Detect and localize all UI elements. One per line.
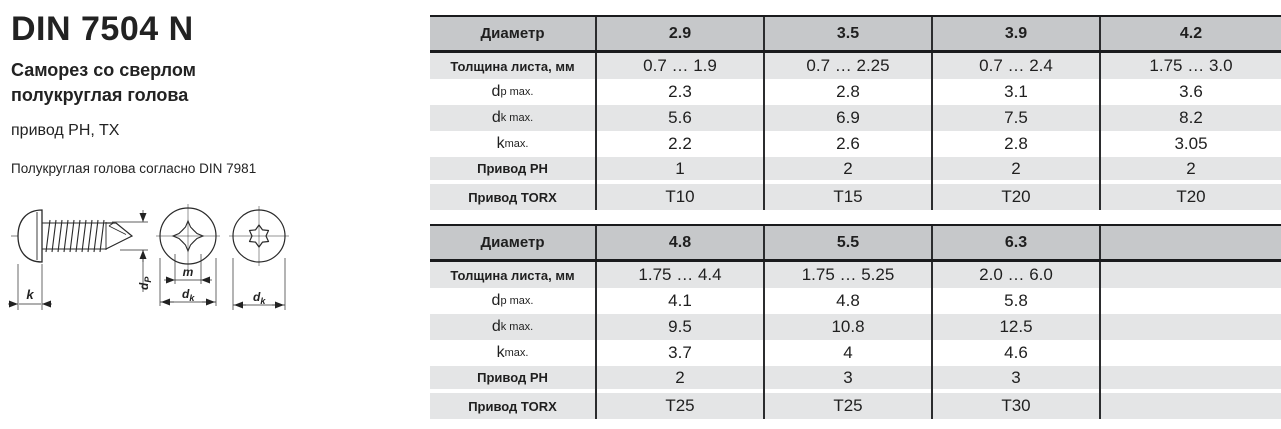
table-cell: 4.1 bbox=[597, 288, 765, 314]
table-cell: 1.75 … 4.4 bbox=[597, 262, 765, 288]
table-cell: 3.1 bbox=[933, 79, 1101, 105]
dim-label-dk-torx: $d_k$ bbox=[253, 290, 266, 306]
table-cell: T20 bbox=[1176, 187, 1206, 206]
row-label: d p max. bbox=[430, 288, 597, 314]
table-cell: 3.6 bbox=[1179, 82, 1203, 101]
header-diameter-label: Диаметр bbox=[430, 17, 597, 50]
table-cell: 3 bbox=[933, 366, 1101, 389]
table-cell: T25 bbox=[765, 393, 933, 419]
table-cell: T15 bbox=[765, 184, 933, 210]
row-label: k max. bbox=[430, 131, 597, 157]
table-cell: 2 bbox=[765, 157, 933, 180]
page-title: DIN 7504 N bbox=[11, 10, 194, 48]
table-cell bbox=[1101, 366, 1281, 389]
table-cell: 2 bbox=[597, 366, 765, 389]
product-subtitle bbox=[11, 58, 196, 108]
table-cell: 10.8 bbox=[765, 314, 933, 340]
table-row-sheet-thickness bbox=[430, 53, 1281, 79]
table-cell: 1.75 … 5.25 bbox=[765, 262, 933, 288]
column-header: 2.9 bbox=[597, 17, 765, 50]
table-row-drive-ph bbox=[430, 366, 1281, 389]
table-header-row bbox=[430, 224, 1281, 262]
table-cell: 3 bbox=[765, 366, 933, 389]
drive-note: привод PH, TX bbox=[11, 122, 120, 139]
table-row-dp-max bbox=[430, 288, 1281, 314]
column-header bbox=[1101, 226, 1281, 259]
table-cell: 2.6 bbox=[765, 131, 933, 157]
screw-technical-drawing bbox=[6, 198, 306, 320]
head-standard-note: Полукруглая голова согласно DIN 7981 bbox=[11, 161, 257, 176]
column-header: 4.2 bbox=[1179, 24, 1203, 42]
row-label: Привод PH bbox=[430, 366, 597, 389]
table-cell: 0.7 … 2.25 bbox=[765, 53, 933, 79]
row-label: d k max. bbox=[430, 105, 597, 131]
table-cell: 2.2 bbox=[597, 131, 765, 157]
header-diameter-label: Диаметр bbox=[430, 226, 597, 259]
table-cell bbox=[1101, 288, 1281, 314]
table-cell: 2.3 bbox=[597, 79, 765, 105]
dim-label-dp: $d_P$ bbox=[137, 276, 153, 290]
dim-label-dk-ph: $d_k$ bbox=[182, 287, 195, 303]
table-row-k-max bbox=[430, 340, 1281, 366]
table-cell: 2 bbox=[933, 157, 1101, 180]
table-header-row bbox=[430, 15, 1281, 53]
subtitle-line-2: полукруглая голова bbox=[11, 85, 189, 105]
subtitle-line-1: Саморез со сверлом bbox=[11, 60, 196, 80]
column-header: 5.5 bbox=[765, 226, 933, 259]
table-cell: 5.8 bbox=[933, 288, 1101, 314]
table-cell: 7.5 bbox=[933, 105, 1101, 131]
column-header: 3.5 bbox=[765, 17, 933, 50]
table-cell: 3.05 bbox=[1174, 134, 1208, 153]
table-cell bbox=[1101, 262, 1281, 288]
row-label: Толщина листа, мм bbox=[430, 53, 597, 79]
row-label: d k max. bbox=[430, 314, 597, 340]
row-label: Привод TORX bbox=[430, 393, 597, 419]
table-cell: 0.7 … 2.4 bbox=[933, 53, 1101, 79]
table-cell bbox=[1101, 393, 1281, 419]
dim-label-m: m bbox=[182, 265, 194, 279]
table-cell: T30 bbox=[933, 393, 1101, 419]
dim-label-k: k bbox=[26, 287, 34, 302]
table-cell: T10 bbox=[597, 184, 765, 210]
table-cell bbox=[1101, 340, 1281, 366]
table-cell: 4.6 bbox=[933, 340, 1101, 366]
row-label: d p max. bbox=[430, 79, 597, 105]
table-cell: 5.6 bbox=[597, 105, 765, 131]
table-cell: 2.0 … 6.0 bbox=[933, 262, 1101, 288]
table-cell: 1.75 … 3.0 bbox=[1149, 56, 1233, 75]
table-cell: 6.9 bbox=[765, 105, 933, 131]
table-row-dk-max bbox=[430, 314, 1281, 340]
table-cell: 2.8 bbox=[765, 79, 933, 105]
table-cell: 12.5 bbox=[933, 314, 1101, 340]
spec-table-small-diameters bbox=[430, 15, 1281, 210]
table-row-drive-ph bbox=[430, 157, 1281, 180]
table-cell: 1 bbox=[597, 157, 765, 180]
table-cell: 3.7 bbox=[597, 340, 765, 366]
spec-table-large-diameters bbox=[430, 224, 1281, 419]
table-row-drive-torx bbox=[430, 393, 1281, 419]
table-cell: 0.7 … 1.9 bbox=[597, 53, 765, 79]
row-label: Привод TORX bbox=[430, 184, 597, 210]
table-cell: 2.8 bbox=[933, 131, 1101, 157]
table-cell: 9.5 bbox=[597, 314, 765, 340]
table-row-drive-torx bbox=[430, 184, 1281, 210]
table-cell: 8.2 bbox=[1179, 108, 1203, 127]
table-row-sheet-thickness bbox=[430, 262, 1281, 288]
table-cell bbox=[1101, 314, 1281, 340]
row-label: Привод PH bbox=[430, 157, 597, 180]
table-cell: 2 bbox=[1186, 158, 1196, 178]
column-header: 3.9 bbox=[933, 17, 1101, 50]
table-cell: T20 bbox=[933, 184, 1101, 210]
table-row-k-max bbox=[430, 131, 1281, 157]
table-cell: 4 bbox=[765, 340, 933, 366]
column-header: 4.8 bbox=[597, 226, 765, 259]
table-cell: 4.8 bbox=[765, 288, 933, 314]
table-row-dp-max bbox=[430, 79, 1281, 105]
table-cell: T25 bbox=[597, 393, 765, 419]
row-label: k max. bbox=[430, 340, 597, 366]
table-row-dk-max bbox=[430, 105, 1281, 131]
column-header: 6.3 bbox=[933, 226, 1101, 259]
row-label: Толщина листа, мм bbox=[430, 262, 597, 288]
